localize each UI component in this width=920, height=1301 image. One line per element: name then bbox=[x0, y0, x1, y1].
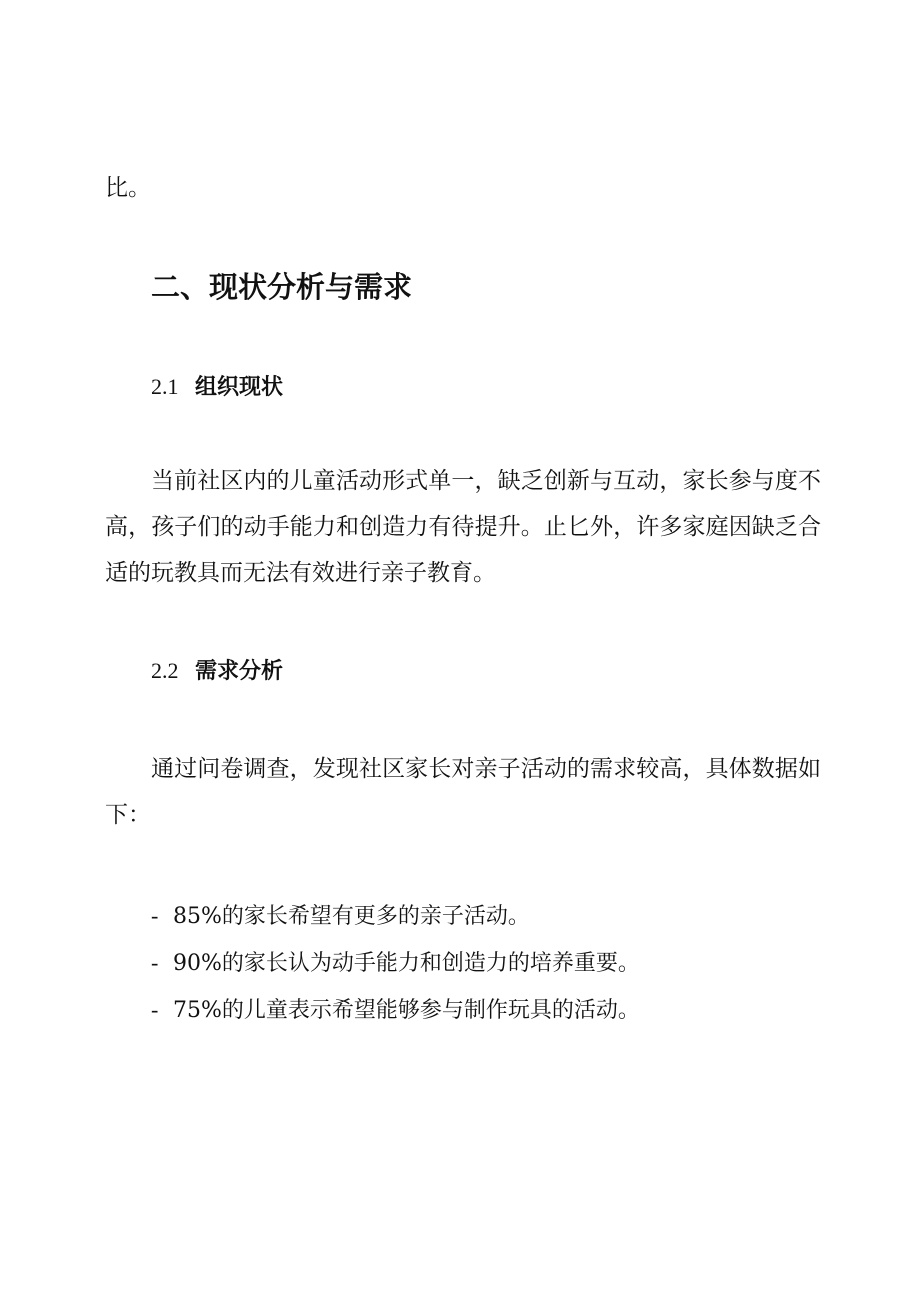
bullet-marker: - bbox=[151, 950, 159, 975]
carried-over-text: 比。 bbox=[105, 175, 151, 201]
bullet-marker: - bbox=[151, 997, 159, 1022]
subsection-heading-2-1 bbox=[151, 372, 283, 403]
subsection-title: 需求分析 bbox=[195, 659, 284, 684]
survey-results-list bbox=[151, 893, 640, 1034]
bullet-marker: - bbox=[151, 903, 159, 928]
paragraph-demand-analysis: 通过问卷调查，发现社区家长对亲子活动的需求较高，具体数据如下： bbox=[105, 756, 821, 828]
paragraph-current-status: 当前社区内的儿童活动形式单一，缺乏创新与互动，家长参与度不高，孩子们的动手能力和创造力有待提升。止匕外，许多家庭因缺乏合适的玩教具而无法有效进行亲子教育。 bbox=[105, 468, 821, 586]
list-item bbox=[151, 940, 640, 987]
subsection-title: 组织现状 bbox=[195, 375, 284, 400]
section-heading: 二、现状分析与需求 bbox=[151, 270, 413, 304]
subsection-heading-2-2 bbox=[151, 656, 283, 687]
list-item bbox=[151, 893, 640, 940]
list-item-text: 90%的家长认为动手能力和创造力的培养重要。 bbox=[173, 951, 640, 976]
subsection-number: 2.1 bbox=[151, 374, 179, 399]
subsection-number: 2.2 bbox=[151, 658, 179, 683]
list-item-text: 85%的家长希望有更多的亲子活动。 bbox=[173, 904, 530, 929]
list-item bbox=[151, 987, 640, 1034]
list-item-text: 75%的儿童表示希望能够参与制作玩具的活动。 bbox=[173, 998, 640, 1023]
